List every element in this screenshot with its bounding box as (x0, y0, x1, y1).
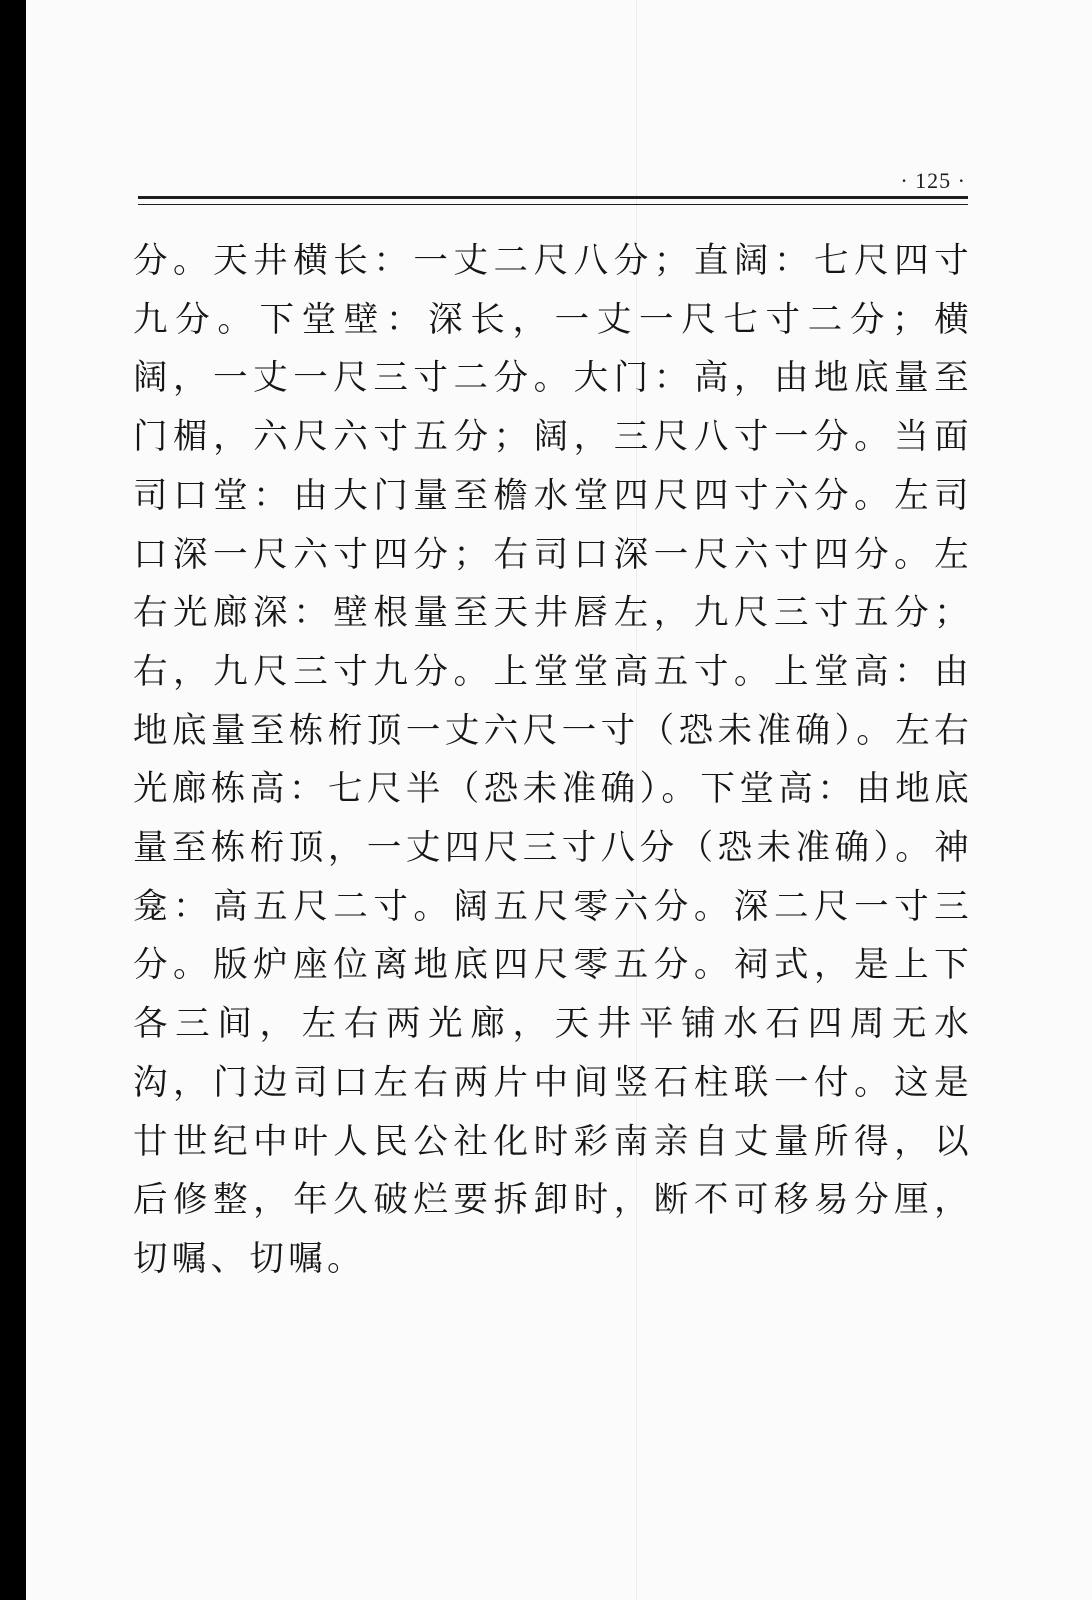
header-rule-thick (138, 196, 968, 199)
header-rule-thin (138, 204, 968, 205)
book-page (26, 0, 1092, 1600)
scan-black-edge (0, 0, 26, 1600)
page-number: · 125 · (900, 168, 966, 193)
body-paragraph: 分。天井横长：一丈二尺八分；直阔：七尺四寸九分。下堂壁：深长，一丈一尺七寸二分；横阔，一丈一尺三寸二分。大门：高，由地底量至门楣，六尺六寸五分；阔，三尺八寸一分。当面司口堂：由大门量至檐水堂四尺四寸六分。左司口深一尺六寸四分；右司口深一尺六寸四分。左右光廊深：壁根量至天井唇左，九尺三寸五分；右，九尺三寸九分。上堂堂高五寸。上堂高：由地底量至栋桁顶一丈六尺一寸（恐未准确）。左右光廊栋高：七尺半（恐未准确）。下堂高：由地底量至栋桁顶，一丈四尺三寸八分（恐未准确）。神龛：高五尺二寸。阔五尺零六分。深二尺一寸三分。版炉座位离地底四尺零五分。祠式，是上下各三间，左右两光廊，天井平铺水石四周无水沟，门边司口左右两片中间竖石柱联一付。这是廿世纪中叶人民公社化时彩南亲自丈量所得，以后修整，年久破烂要拆卸时，断不可移易分厘，切嘱、切嘱。 (133, 241, 973, 1279)
